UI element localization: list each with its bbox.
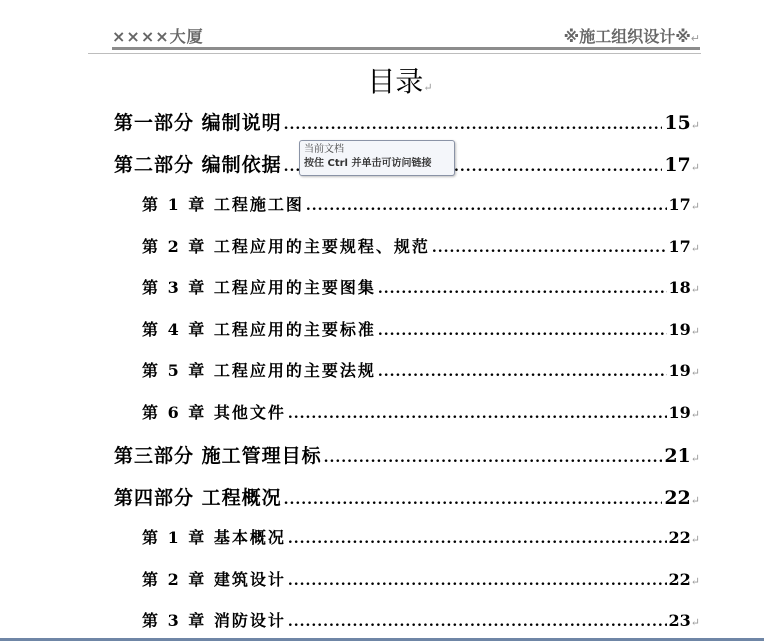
paragraph-mark-icon: ↵ [690, 283, 700, 296]
toc-entry-page: 17 [668, 237, 691, 256]
toc-entry[interactable] [142, 567, 700, 590]
toc-entry[interactable] [114, 108, 700, 135]
page-title: 目录↵ [367, 65, 433, 98]
page-header [112, 22, 700, 48]
toc-entry-page: 22 [664, 487, 691, 509]
toc-leader-dots [378, 281, 667, 297]
tooltip-title: 当前文档 [304, 144, 344, 155]
paragraph-mark-icon: ↵ [690, 533, 700, 546]
toc-entry-page: 22 [668, 570, 691, 589]
paragraph-mark-icon: ↵ [690, 161, 700, 174]
header-left-text: ××××大厦 [112, 27, 204, 46]
toc-entry-page: 17 [664, 154, 691, 176]
toc-entry-page: 18 [668, 278, 691, 297]
toc-entry[interactable] [142, 317, 700, 340]
toc-entry-label: 第 4 章 工程应用的主要标准 [142, 320, 376, 339]
toc-entry[interactable] [142, 608, 700, 631]
paragraph-mark-icon: ↵ [690, 575, 700, 588]
paragraph-mark-icon: ↵ [690, 494, 700, 507]
toc-entry-page: 15 [664, 112, 691, 134]
paragraph-mark-icon: ↵ [690, 32, 700, 45]
paragraph-mark-icon: ↵ [690, 366, 700, 379]
toc-entry-label: 第 6 章 其他文件 [142, 403, 286, 422]
toc-leader-dots [306, 198, 667, 214]
toc-entry-page: 21 [664, 445, 691, 467]
toc-entry[interactable] [142, 234, 700, 257]
toc-entry-page: 17 [668, 195, 691, 214]
toc-entry-label: 第 3 章 工程应用的主要图集 [142, 278, 376, 297]
paragraph-mark-icon: ↵ [690, 242, 700, 255]
toc-entry-page: 19 [668, 320, 691, 339]
toc-leader-dots [324, 450, 663, 466]
toc-entry[interactable] [142, 275, 700, 298]
hyperlink-tooltip [299, 140, 455, 176]
toc-entry-page: 23 [668, 611, 691, 630]
paragraph-mark-icon: ↵ [690, 408, 700, 421]
toc-entry-label: 第三部分 施工管理目标 [114, 445, 322, 467]
toc-leader-dots [288, 614, 667, 630]
tooltip-hint: 按住 Ctrl 并单击可访问链接 [304, 158, 432, 169]
toc-entry-label: 第一部分 编制说明 [114, 112, 282, 134]
toc-leader-dots [288, 406, 667, 422]
paragraph-mark-icon: ↵ [690, 200, 700, 213]
paragraph-mark-icon: ↵ [690, 616, 700, 629]
toc-entry-page: 22 [668, 528, 691, 547]
header-rule-thick [112, 47, 700, 50]
toc-leader-dots [432, 240, 667, 256]
toc-entry-label: 第 5 章 工程应用的主要法规 [142, 361, 376, 380]
toc-leader-dots [378, 323, 667, 339]
toc-entry-label: 第 1 章 工程施工图 [142, 195, 304, 214]
toc-entry[interactable] [142, 400, 700, 423]
toc-entry-page: 19 [668, 403, 691, 422]
paragraph-mark-icon: ↵ [423, 81, 433, 94]
toc-entry-label: 第 3 章 消防设计 [142, 611, 286, 630]
toc-entry[interactable] [142, 358, 700, 381]
toc-entry[interactable] [142, 192, 700, 215]
paragraph-mark-icon: ↵ [690, 325, 700, 338]
toc-entry[interactable] [114, 483, 700, 510]
toc-leader-dots [288, 573, 667, 589]
toc-entry[interactable] [114, 441, 700, 468]
toc-entry-label: 第四部分 工程概况 [114, 487, 282, 509]
header-right-text: ※施工组织设计※↵ [563, 27, 700, 46]
toc-leader-dots [284, 117, 663, 133]
toc-entry-label: 第二部分 编制依据 [114, 154, 282, 176]
paragraph-mark-icon: ↵ [690, 452, 700, 465]
toc-leader-dots [284, 492, 663, 508]
toc-entry[interactable] [142, 525, 700, 548]
toc-entry-label: 第 2 章 建筑设计 [142, 570, 286, 589]
toc-entry-label: 第 1 章 基本概况 [142, 528, 286, 547]
paragraph-mark-icon: ↵ [690, 119, 700, 132]
toc-leader-dots [288, 531, 667, 547]
toc-leader-dots [378, 364, 667, 380]
toc-entry-label: 第 2 章 工程应用的主要规程、规范 [142, 237, 430, 256]
header-rule-thin [88, 53, 701, 54]
toc-entry-page: 19 [668, 361, 691, 380]
